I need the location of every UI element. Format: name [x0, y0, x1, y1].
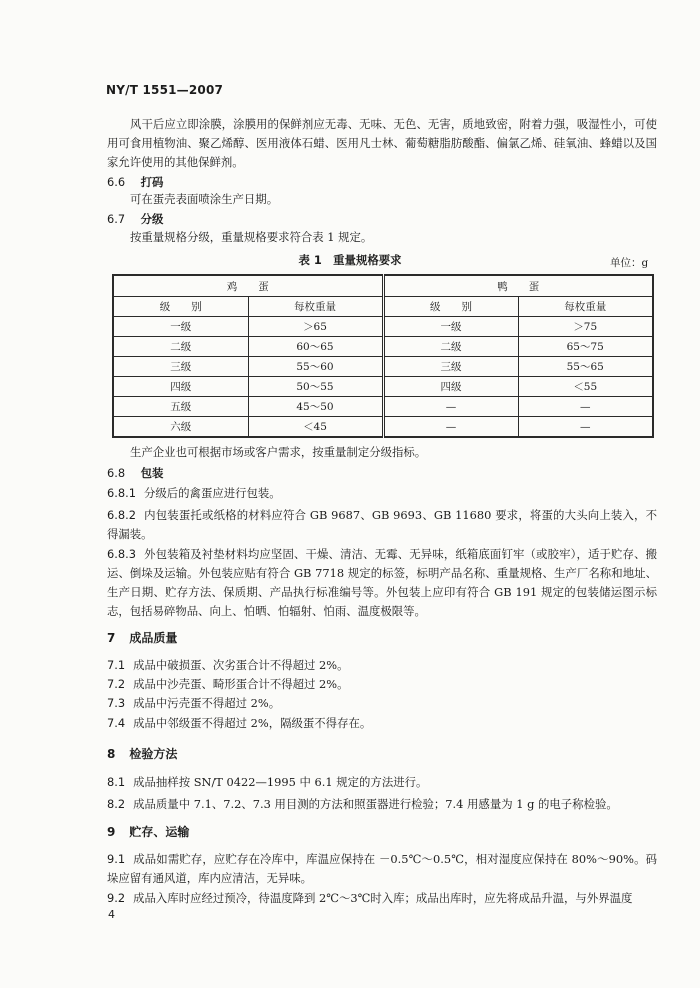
table-row	[113, 317, 653, 337]
section-number: 6.7	[107, 212, 126, 226]
cell-chicken-weight: 60～65	[248, 337, 383, 357]
clause-text: 外包装箱及衬垫材料均应坚固、干燥、清洁、无霉、无异味，纸箱底面钉牢（或胶牢），适于贮存、搬运、倒垛及运输。外包装应贴有符合 GB 7718 规定的标签，标明产品名称、重量规格、生产厂名称和地址、生产日期、贮存方法、保质期、产品执行标准编号等。外包装上应印有符合 GB 191 规定的包装储运图示标志，包括易碎物品、向上、怕晒、怕辐射、怕雨、温度极限等。	[107, 547, 657, 618]
standard-code: NY/T 1551—2007	[106, 83, 224, 97]
cell-duck-weight: 55～65	[518, 357, 653, 377]
clause-number: 6.8.2	[107, 508, 136, 522]
cell-chicken-weight: ＞65	[248, 317, 383, 337]
section-number: 6.6	[107, 175, 126, 189]
cell-duck-weight: ＜55	[518, 377, 653, 397]
clause-6-8-2	[107, 506, 657, 544]
col-header-grade: 级 别	[113, 297, 248, 317]
chapter-number: 9	[107, 825, 116, 839]
table-row	[113, 377, 653, 397]
cell-duck-grade: 三级	[383, 357, 518, 377]
chapter-number: 7	[107, 631, 116, 645]
clause-number: 7.1	[107, 658, 126, 672]
clause-number: 6.8.1	[107, 486, 136, 500]
clause-text: 成品中沙壳蛋、畸形蛋合计不得超过 2%。	[133, 677, 349, 691]
chapter-title: 检验方法	[129, 747, 178, 761]
cell-chicken-weight: 45～50	[248, 397, 383, 417]
clause-text: 成品中污壳蛋不得超过 2%。	[133, 696, 281, 710]
section-6-7-body: 按重量规格分级，重量规格要求符合表 1 规定。	[130, 230, 373, 244]
cell-chicken-grade: 四级	[113, 377, 248, 397]
clause-number: 7.4	[107, 716, 126, 730]
section-6-6	[107, 174, 163, 190]
clause-7-4	[107, 714, 657, 733]
section-6-6-body: 可在蛋壳表面喷涂生产日期。	[130, 192, 279, 206]
cell-chicken-grade: 六级	[113, 417, 248, 438]
col-header-weight: 每枚重量	[248, 297, 383, 317]
table-row	[113, 397, 653, 417]
clause-number: 6.8.3	[107, 547, 136, 561]
cell-duck-weight: —	[518, 397, 653, 417]
clause-text: 成品入库时应经过预冷，待温度降到 2℃～3℃时入库；成品出库时，应先将成品升温，与外界温度	[133, 891, 633, 905]
section-6-8	[107, 465, 163, 481]
section-title: 包装	[140, 466, 164, 480]
table-row	[113, 357, 653, 377]
cell-duck-weight: —	[518, 417, 653, 438]
cell-chicken-grade: 一级	[113, 317, 248, 337]
clause-6-8-1	[107, 484, 657, 503]
cell-duck-weight: 65～75	[518, 337, 653, 357]
group-header-duck: 鸭 蛋	[383, 275, 653, 297]
table-row	[113, 417, 653, 438]
section-title: 打码	[140, 175, 164, 189]
clause-number: 8.1	[107, 775, 126, 789]
cell-chicken-grade: 二级	[113, 337, 248, 357]
cell-chicken-weight: 50～55	[248, 377, 383, 397]
clause-number: 7.3	[107, 696, 126, 710]
cell-chicken-weight: 55～60	[248, 357, 383, 377]
cell-chicken-grade: 三级	[113, 357, 248, 377]
clause-number: 7.2	[107, 677, 126, 691]
col-header-weight: 每枚重量	[518, 297, 653, 317]
section-number: 6.8	[107, 466, 126, 480]
cell-duck-grade: 四级	[383, 377, 518, 397]
chapter-number: 8	[107, 747, 116, 761]
chapter-9-heading	[107, 823, 189, 840]
cell-duck-grade: —	[383, 397, 518, 417]
clause-7-1	[107, 656, 657, 675]
chapter-title: 成品质量	[129, 631, 178, 645]
chapter-8-heading	[107, 745, 177, 762]
chapter-7-heading	[107, 629, 177, 646]
cell-duck-grade: 二级	[383, 337, 518, 357]
cell-chicken-weight: ＜45	[248, 417, 383, 438]
cell-duck-grade: —	[383, 417, 518, 438]
clause-text: 成品抽样按 SN/T 0422—1995 中 6.1 规定的方法进行。	[133, 775, 428, 789]
clause-text: 成品质量中 7.1、7.2、7.3 用目测的方法和照蛋器进行检验；7.4 用感量为 1 g 的电子称检验。	[133, 797, 618, 811]
group-header-chicken: 鸡 蛋	[113, 275, 383, 297]
clause-text: 成品中破损蛋、次劣蛋合计不得超过 2%。	[133, 658, 349, 672]
clause-number: 9.2	[107, 891, 126, 905]
clause-9-2	[107, 889, 657, 908]
clause-6-8-3	[107, 545, 657, 621]
clause-text: 成品如需贮存，应贮存在冷库中，库温应保持在 －0.5℃～0.5℃，相对湿度应保持在 80%～90%。码垛应留有通风道，库内应清洁，无异味。	[107, 852, 657, 885]
table-row	[113, 337, 653, 357]
section-6-7	[107, 211, 163, 227]
clause-number: 9.1	[107, 852, 126, 866]
col-header-grade: 级 别	[383, 297, 518, 317]
page-number: 4	[108, 908, 115, 921]
clause-text: 分级后的禽蛋应进行包装。	[143, 486, 281, 500]
table-column-header-row	[113, 297, 653, 317]
clause-9-1	[107, 850, 657, 888]
clause-number: 8.2	[107, 797, 126, 811]
table-caption: 表 1 重量规格要求	[298, 253, 402, 267]
section-title: 分级	[140, 212, 164, 226]
clause-7-3	[107, 694, 657, 713]
chapter-title: 贮存、运输	[129, 825, 190, 839]
clause-text: 内包装蛋托或纸格的材料应符合 GB 9687、GB 9693、GB 11680 要求，将蛋的大头向上装入，不得漏装。	[107, 508, 657, 541]
weight-grade-table	[112, 274, 654, 438]
clause-text: 成品中邻级蛋不得超过 2%，隔级蛋不得存在。	[133, 716, 372, 730]
intro-paragraph: 风干后应立即涂膜，涂膜用的保鲜剂应无毒、无味、无色、无害，质地致密，附着力强，吸湿性小，可使用可食用植物油、聚乙烯醇、医用液体石蜡、医用凡士林、葡萄糖脂肪酸酯、偏氯乙烯、硅氧油、蜂蜡以及国家允许使用的其他保鲜剂。	[107, 117, 657, 169]
clause-8-2	[107, 795, 657, 814]
cell-duck-grade: 一级	[383, 317, 518, 337]
clause-7-2	[107, 675, 657, 694]
table-unit: 单位：g	[610, 257, 649, 269]
cell-chicken-grade: 五级	[113, 397, 248, 417]
cell-duck-weight: ＞75	[518, 317, 653, 337]
clause-8-1	[107, 773, 657, 792]
after-table-note: 生产企业也可根据市场或客户需求，按重量制定分级指标。	[130, 445, 427, 459]
table-group-header-row	[113, 275, 653, 297]
